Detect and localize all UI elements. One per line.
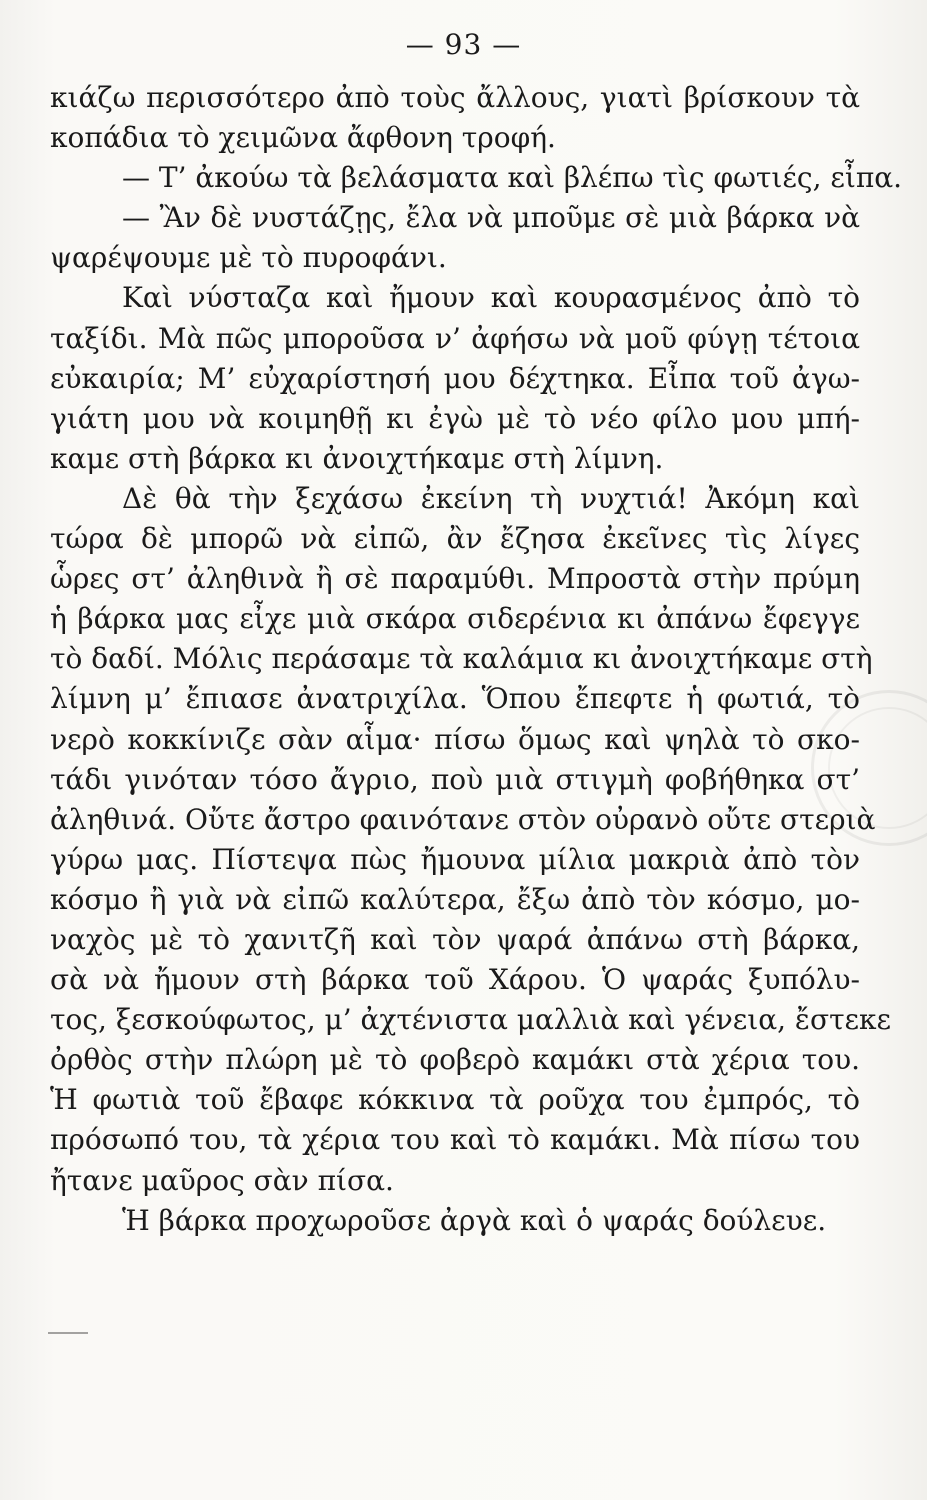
text-line: καμε στὴ βάρκα κι ἀνοιχτήκαμε στὴ λίμνη. bbox=[50, 441, 664, 475]
margin-mark bbox=[48, 1328, 88, 1334]
text-line: ναχὸς μὲ τὸ χανιτζῆ καὶ τὸν ψαρά ἀπάνω στὴ βάρκα, bbox=[50, 922, 860, 956]
text-line: κιάζω περισσότερο ἀπὸ τοὺς ἄλλους, γιατὶ βρίσκουν τὰ bbox=[50, 81, 860, 114]
page-number: — 93 — bbox=[405, 28, 522, 61]
text-line: γύρω μας. Πίστεψα πὼς ἤμουνα μίλια μακριὰ ἀπὸ τὸν bbox=[50, 842, 860, 876]
text-line: — Ἂν δὲ νυστάζῃς, ἔλα νὰ μποῦμε σὲ μιὰ βάρκα νὰ bbox=[122, 201, 860, 235]
text-line: τὸ δαδί. Μόλις περάσαμε τὰ καλάμια κι ἀνοιχτήκαμε στὴ bbox=[50, 642, 873, 676]
text-line: τάδι γινόταν τόσο ἄγριο, ποὺ μιὰ στιγμὴ φοβήθηκα στ’ bbox=[50, 762, 860, 796]
text-line: εὐκαιρία; Μ’ εὐχαρίστησή μου δέχτηκα. Εἶπα τοῦ ἀγω- bbox=[50, 361, 860, 395]
text-line: τώρα δὲ μπορῶ νὰ εἰπῶ, ἂν ἔζησα ἐκεῖνες τὶς λίγες bbox=[50, 522, 860, 556]
text-line: ὀρθὸς στὴν πλώρη μὲ τὸ φοβερὸ καμάκι στὰ χέρια του. bbox=[50, 1043, 860, 1077]
text-line: πρόσωπό του, τὰ χέρια του καὶ τὸ καμάκι. Μὰ πίσω του bbox=[50, 1123, 860, 1157]
text-line: τος, ξεσκούφωτος, μ’ ἀχτένιστα μαλλιὰ καὶ γένεια, ἔστεκε bbox=[50, 1003, 892, 1037]
text-line: ὧρες στ’ ἀληθινὰ ἢ σὲ παραμύθι. Μπροστὰ στὴν πρύμη bbox=[50, 562, 860, 596]
text-line: σὰ νὰ ἤμουν στὴ βάρκα τοῦ Χάρου. Ὁ ψαράς ξυπόλυ- bbox=[50, 963, 860, 997]
text-line: κοπάδια τὸ χειμῶνα ἄφθονη τροφή. bbox=[50, 121, 556, 155]
text-line: γιάτη μου νὰ κοιμηθῇ κι ἐγὼ μὲ τὸ νέο φίλο μου μπή- bbox=[50, 401, 860, 435]
text-line: Καὶ νύσταζα καὶ ἤμουν καὶ κουρασμένος ἀπὸ τὸ bbox=[122, 281, 860, 315]
text-line: ἡ βάρκα μας εἶχε μιὰ σκάρα σιδερένια κι ἀπάνω ἔφεγγε bbox=[50, 602, 860, 636]
text-line: λίμνη μ’ ἔπιασε ἀνατριχίλα. Ὅπου ἔπεφτε ἡ φωτιά, τὸ bbox=[50, 682, 860, 716]
text-line: ἀληθινά. Οὔτε ἄστρο φαινότανε στὸν οὐρανὸ οὔτε στεριὰ bbox=[50, 802, 876, 836]
text-line: κόσμο ἢ γιὰ νὰ εἰπῶ καλύτερα, ἔξω ἀπὸ τὸν κόσμο, μο- bbox=[50, 882, 860, 916]
body-text bbox=[50, 78, 903, 1241]
text-line: ταξίδι. Μὰ πῶς μποροῦσα ν’ ἀφήσω νὰ μοῦ φύγῃ τέτοια bbox=[50, 321, 860, 355]
text-line: ἤτανε μαῦρος σὰν πίσα. bbox=[50, 1163, 394, 1197]
text-line: ψαρέψουμε μὲ τὸ πυροφάνι. bbox=[50, 241, 447, 275]
text-line: νερὸ κοκκίνιζε σὰν αἷμα· πίσω ὅμως καὶ ψηλὰ τὸ σκο- bbox=[50, 722, 860, 756]
text-line: Ἡ φωτιὰ τοῦ ἔβαφε κόκκινα τὰ ροῦχα του ἐμπρός, τὸ bbox=[50, 1083, 860, 1117]
text-line: — Τ’ ἀκούω τὰ βελάσματα καὶ βλέπω τὶς φωτιές, εἶπα. bbox=[122, 161, 903, 195]
text-line: Ἡ βάρκα προχωροῦσε ἀργὰ καὶ ὁ ψαράς δούλευε. bbox=[122, 1203, 827, 1237]
text-line: Δὲ θὰ τὴν ξεχάσω ἐκείνη τὴ νυχτιά! Ἀκόμη καὶ bbox=[122, 481, 860, 515]
